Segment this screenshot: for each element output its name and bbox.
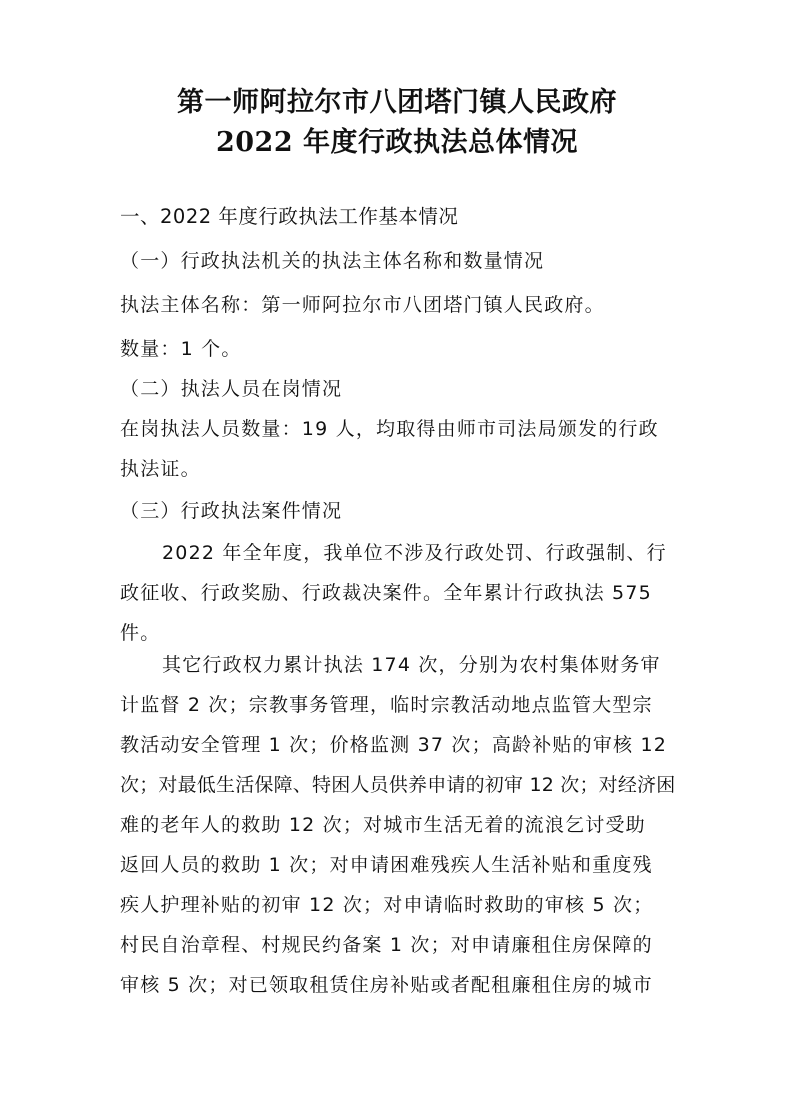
paragraph2-line: 疾人护理补贴的初审 12 次；对申请临时救助的审核 5 次； bbox=[120, 894, 654, 916]
paragraph1-line: 政征收、行政奖励、行政裁决案件。全年累计行政执法 575 bbox=[120, 582, 652, 604]
paragraph2-line: 其它行政权力累计执法 174 次，分别为农村集体财务审 bbox=[162, 654, 661, 676]
staff-line-2: 执法证。 bbox=[120, 458, 201, 480]
enforcement-body-name: 执法主体名称：第一师阿拉尔市八团塔门镇人民政府。 bbox=[120, 294, 605, 316]
document-title-line2: 2022 年度行政执法总体情况 bbox=[215, 127, 579, 158]
paragraph2-line: 审核 5 次；对已领取租赁住房补贴或者配租廉租住房的城市 bbox=[120, 974, 653, 996]
paragraph1-line: 件。 bbox=[120, 622, 161, 644]
paragraph2-line: 村民自治章程、村规民约备案 1 次；对申请廉租住房保障的 bbox=[120, 934, 653, 956]
paragraph2-line: 计监督 2 次；宗教事务管理，临时宗教活动地点监管大型宗 bbox=[120, 694, 653, 716]
subsection-heading-2: （二）执法人员在岗情况 bbox=[120, 378, 343, 400]
section-heading: 一、2022 年度行政执法工作基本情况 bbox=[120, 205, 459, 228]
paragraph2-line: 次；对最低生活保障、特困人员供养申请的初审 12 次；对经济困 bbox=[120, 774, 676, 796]
document-title-line1: 第一师阿拉尔市八团塔门镇人民政府 bbox=[177, 87, 617, 118]
enforcement-body-count: 数量：1 个。 bbox=[120, 338, 242, 360]
paragraph1-line: 2022 年全年度，我单位不涉及行政处罚、行政强制、行 bbox=[162, 542, 667, 564]
paragraph2-line: 返回人员的救助 1 次；对申请困难残疾人生活补贴和重度残 bbox=[120, 854, 653, 876]
paragraph2-line: 难的老年人的救助 12 次；对城市生活无着的流浪乞讨受助 bbox=[120, 814, 646, 836]
paragraph2-line: 教活动安全管理 1 次；价格监测 37 次；高龄补贴的审核 12 bbox=[120, 734, 668, 756]
staff-line-1: 在岗执法人员数量：19 人，均取得由师市司法局颁发的行政 bbox=[120, 418, 659, 440]
subsection-heading-1: （一）行政执法机关的执法主体名称和数量情况 bbox=[120, 250, 545, 272]
subsection-heading-3: （三）行政执法案件情况 bbox=[120, 500, 343, 522]
